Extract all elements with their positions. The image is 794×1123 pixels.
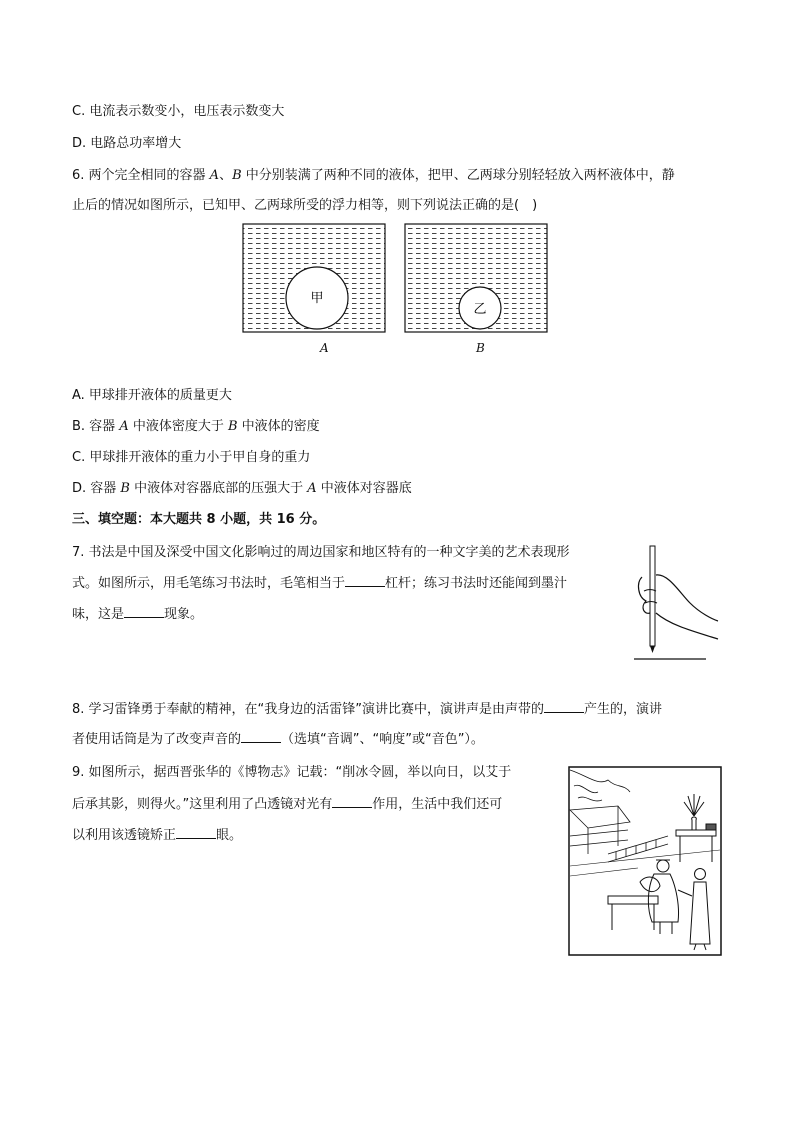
option-a-q6 bbox=[72, 386, 232, 406]
text: 眼。 bbox=[216, 828, 243, 843]
brush-hand-figure bbox=[630, 543, 722, 663]
question-7-line3 bbox=[72, 605, 203, 625]
question-7-line1 bbox=[72, 543, 570, 563]
question-8-line2 bbox=[72, 730, 484, 750]
ancient-illustration bbox=[568, 766, 722, 956]
answer-blank[interactable] bbox=[176, 826, 216, 839]
text: 7. 书法是中国及深受中国文化影响过的周边国家和地区特有的一种文字美的艺术表现形 bbox=[72, 545, 570, 560]
text: B. 容器 bbox=[72, 419, 120, 434]
option-text: C. 甲球排开液体的重力小于甲自身的重力 bbox=[72, 450, 311, 465]
answer-blank[interactable] bbox=[544, 700, 584, 713]
text: 中液体对容器底 bbox=[316, 481, 412, 496]
question-6-line2 bbox=[72, 196, 537, 216]
text: D. 容器 bbox=[72, 481, 121, 496]
question-7-line2 bbox=[72, 574, 567, 594]
container-b-ref: B bbox=[232, 168, 242, 183]
caption-a: A bbox=[320, 341, 329, 355]
text: 中分别装满了两种不同的液体，把甲、乙两球分别轻轻放入两杯液体中，静 bbox=[241, 168, 675, 183]
text: 9. 如图所示，据西晋张华的《博物志》记载：“削冰令圆，举以向日，以艾于 bbox=[72, 765, 512, 780]
question-9-line2 bbox=[72, 795, 502, 815]
text: （选填“音调”、“响度”或“音色”）。 bbox=[281, 732, 484, 747]
question-8-line1 bbox=[72, 700, 662, 720]
answer-blank[interactable] bbox=[332, 795, 372, 808]
text: 味，这是 bbox=[72, 607, 125, 622]
text: 中液体对容器底部的压强大于 bbox=[129, 481, 308, 496]
container-b bbox=[405, 224, 547, 332]
text: 现象。 bbox=[164, 607, 204, 622]
text: 以利用该透镜矫正 bbox=[72, 828, 177, 843]
text: 后承其影，则得火。”这里利用了凸透镜对光有 bbox=[72, 797, 333, 812]
ball-jia-label: 甲 bbox=[310, 291, 324, 306]
answer-blank[interactable] bbox=[345, 574, 385, 587]
text: 作用，生活中我们还可 bbox=[372, 797, 503, 812]
text: 中液体的密度 bbox=[237, 419, 320, 434]
container-a-ref: A bbox=[209, 168, 220, 183]
option-text: D. 电路总功率增大 bbox=[72, 136, 182, 151]
text: 杠杆；练习书法时还能闻到墨汁 bbox=[385, 576, 568, 591]
text: 者使用话筒是为了改变声音的 bbox=[72, 732, 242, 747]
container-figure bbox=[240, 221, 550, 336]
container-b-ref: B bbox=[120, 481, 130, 496]
container-a bbox=[243, 224, 385, 332]
option-text: A. 甲球排开液体的质量更大 bbox=[72, 388, 232, 403]
ball-yi-label: 乙 bbox=[473, 302, 487, 317]
text: 8. 学习雷锋勇于奉献的精神，在“我身边的活雷锋”演讲比赛中，演讲声是由声带的 bbox=[72, 702, 545, 717]
text: 中液体密度大于 bbox=[128, 419, 228, 434]
text: 、 bbox=[219, 168, 233, 183]
option-d-q5 bbox=[72, 134, 181, 154]
answer-blank[interactable] bbox=[241, 730, 281, 743]
container-a-ref: A bbox=[119, 419, 129, 434]
caption-b: B bbox=[476, 341, 485, 355]
option-c-q5 bbox=[72, 102, 284, 122]
question-9-line1 bbox=[72, 763, 511, 783]
option-text: C. 电流表示数变小，电压表示数变大 bbox=[72, 104, 285, 119]
option-b-q6 bbox=[72, 417, 320, 437]
text: 6. 两个完全相同的容器 bbox=[72, 168, 210, 183]
text: 止后的情况如图所示，已知甲、乙两球所受的浮力相等，则下列说法正确的是( ) bbox=[72, 198, 538, 213]
option-d-q6 bbox=[72, 479, 412, 499]
container-b-ref: B bbox=[227, 419, 238, 434]
question-6-line1 bbox=[72, 166, 675, 186]
text: 式。如图所示，用毛笔练习书法时，毛笔相当于 bbox=[72, 576, 346, 591]
question-9-line3 bbox=[72, 826, 242, 846]
container-a-ref: A bbox=[307, 481, 317, 496]
option-c-q6 bbox=[72, 448, 310, 468]
text: 产生的，演讲 bbox=[584, 702, 663, 717]
section-header: 三、填空题：本大题共 8 小题，共 16 分。 bbox=[72, 512, 326, 527]
answer-blank[interactable] bbox=[124, 605, 164, 618]
